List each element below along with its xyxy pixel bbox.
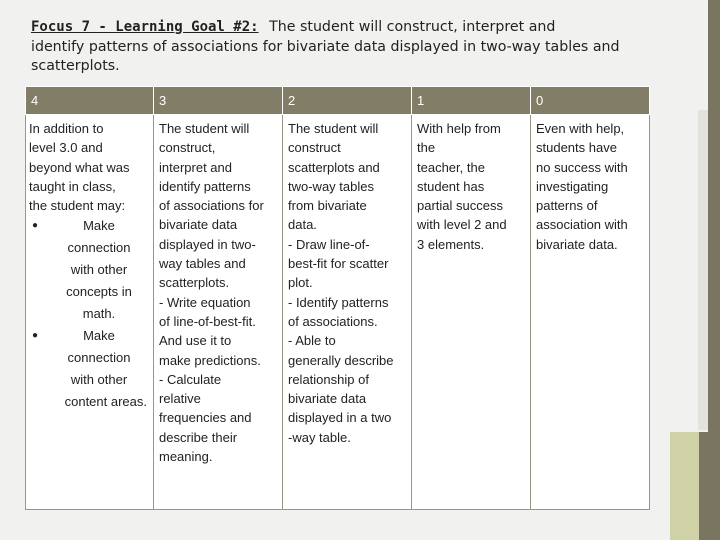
goal-text-start: The student will construct, interpret and bbox=[269, 19, 556, 35]
score-header-row bbox=[26, 87, 650, 115]
score-header-1: 1 bbox=[412, 87, 531, 115]
score-header-2: 2 bbox=[283, 87, 412, 115]
goal-text-rest: identify patterns of associations for bivariate data displayed in two-way tables and scatterplots. bbox=[31, 39, 620, 74]
score-header-4: 4 bbox=[26, 87, 154, 115]
level-4-cell bbox=[26, 115, 154, 510]
focus-label: Focus 7 - Learning Goal #2: bbox=[31, 19, 259, 35]
level-4-bullet: ● Make connection with other bbox=[57, 325, 153, 391]
bullet-icon: ● bbox=[32, 330, 39, 342]
decorative-strip bbox=[698, 110, 708, 430]
level-4-intro: In addition to level 3.0 and beyond what was taught in class, the student may: bbox=[29, 121, 130, 214]
rubric-row bbox=[26, 115, 650, 510]
rubric-table bbox=[25, 86, 650, 510]
bullet-icon: ● bbox=[32, 220, 39, 232]
page-title bbox=[31, 18, 671, 37]
decorative-corner-bar bbox=[699, 432, 720, 540]
level-2-cell: The student will construct scatterplots and two-way tables from bivariate data. - Draw line-of- best-fit for scatter plot. - Identify patterns of associations. - Able to generally describe relationship of bivariate data displayed in a two -way table. bbox=[283, 115, 412, 510]
score-header-3: 3 bbox=[154, 87, 283, 115]
level-0-cell: Even with help, students have no success with investigating patterns of association with bivariate data. bbox=[531, 115, 650, 510]
score-header-0: 0 bbox=[531, 87, 650, 115]
level-4-bullet: ● Make connection with other concepts in math. bbox=[57, 215, 153, 325]
level-1-cell: With help from the teacher, the student has partial success with level 2 and 3 elements. bbox=[412, 115, 531, 510]
level-4-bullets bbox=[29, 215, 153, 391]
level-4-tail: content areas. bbox=[64, 394, 147, 410]
level-3-cell: The student will construct, interpret and identify patterns of associations for bivariate data displayed in two- way tables and scatterplots. - Write equation of line-of-best-fit. And use it to make predictions. - Calculate relative frequencies and describe their meaning. bbox=[154, 115, 283, 510]
